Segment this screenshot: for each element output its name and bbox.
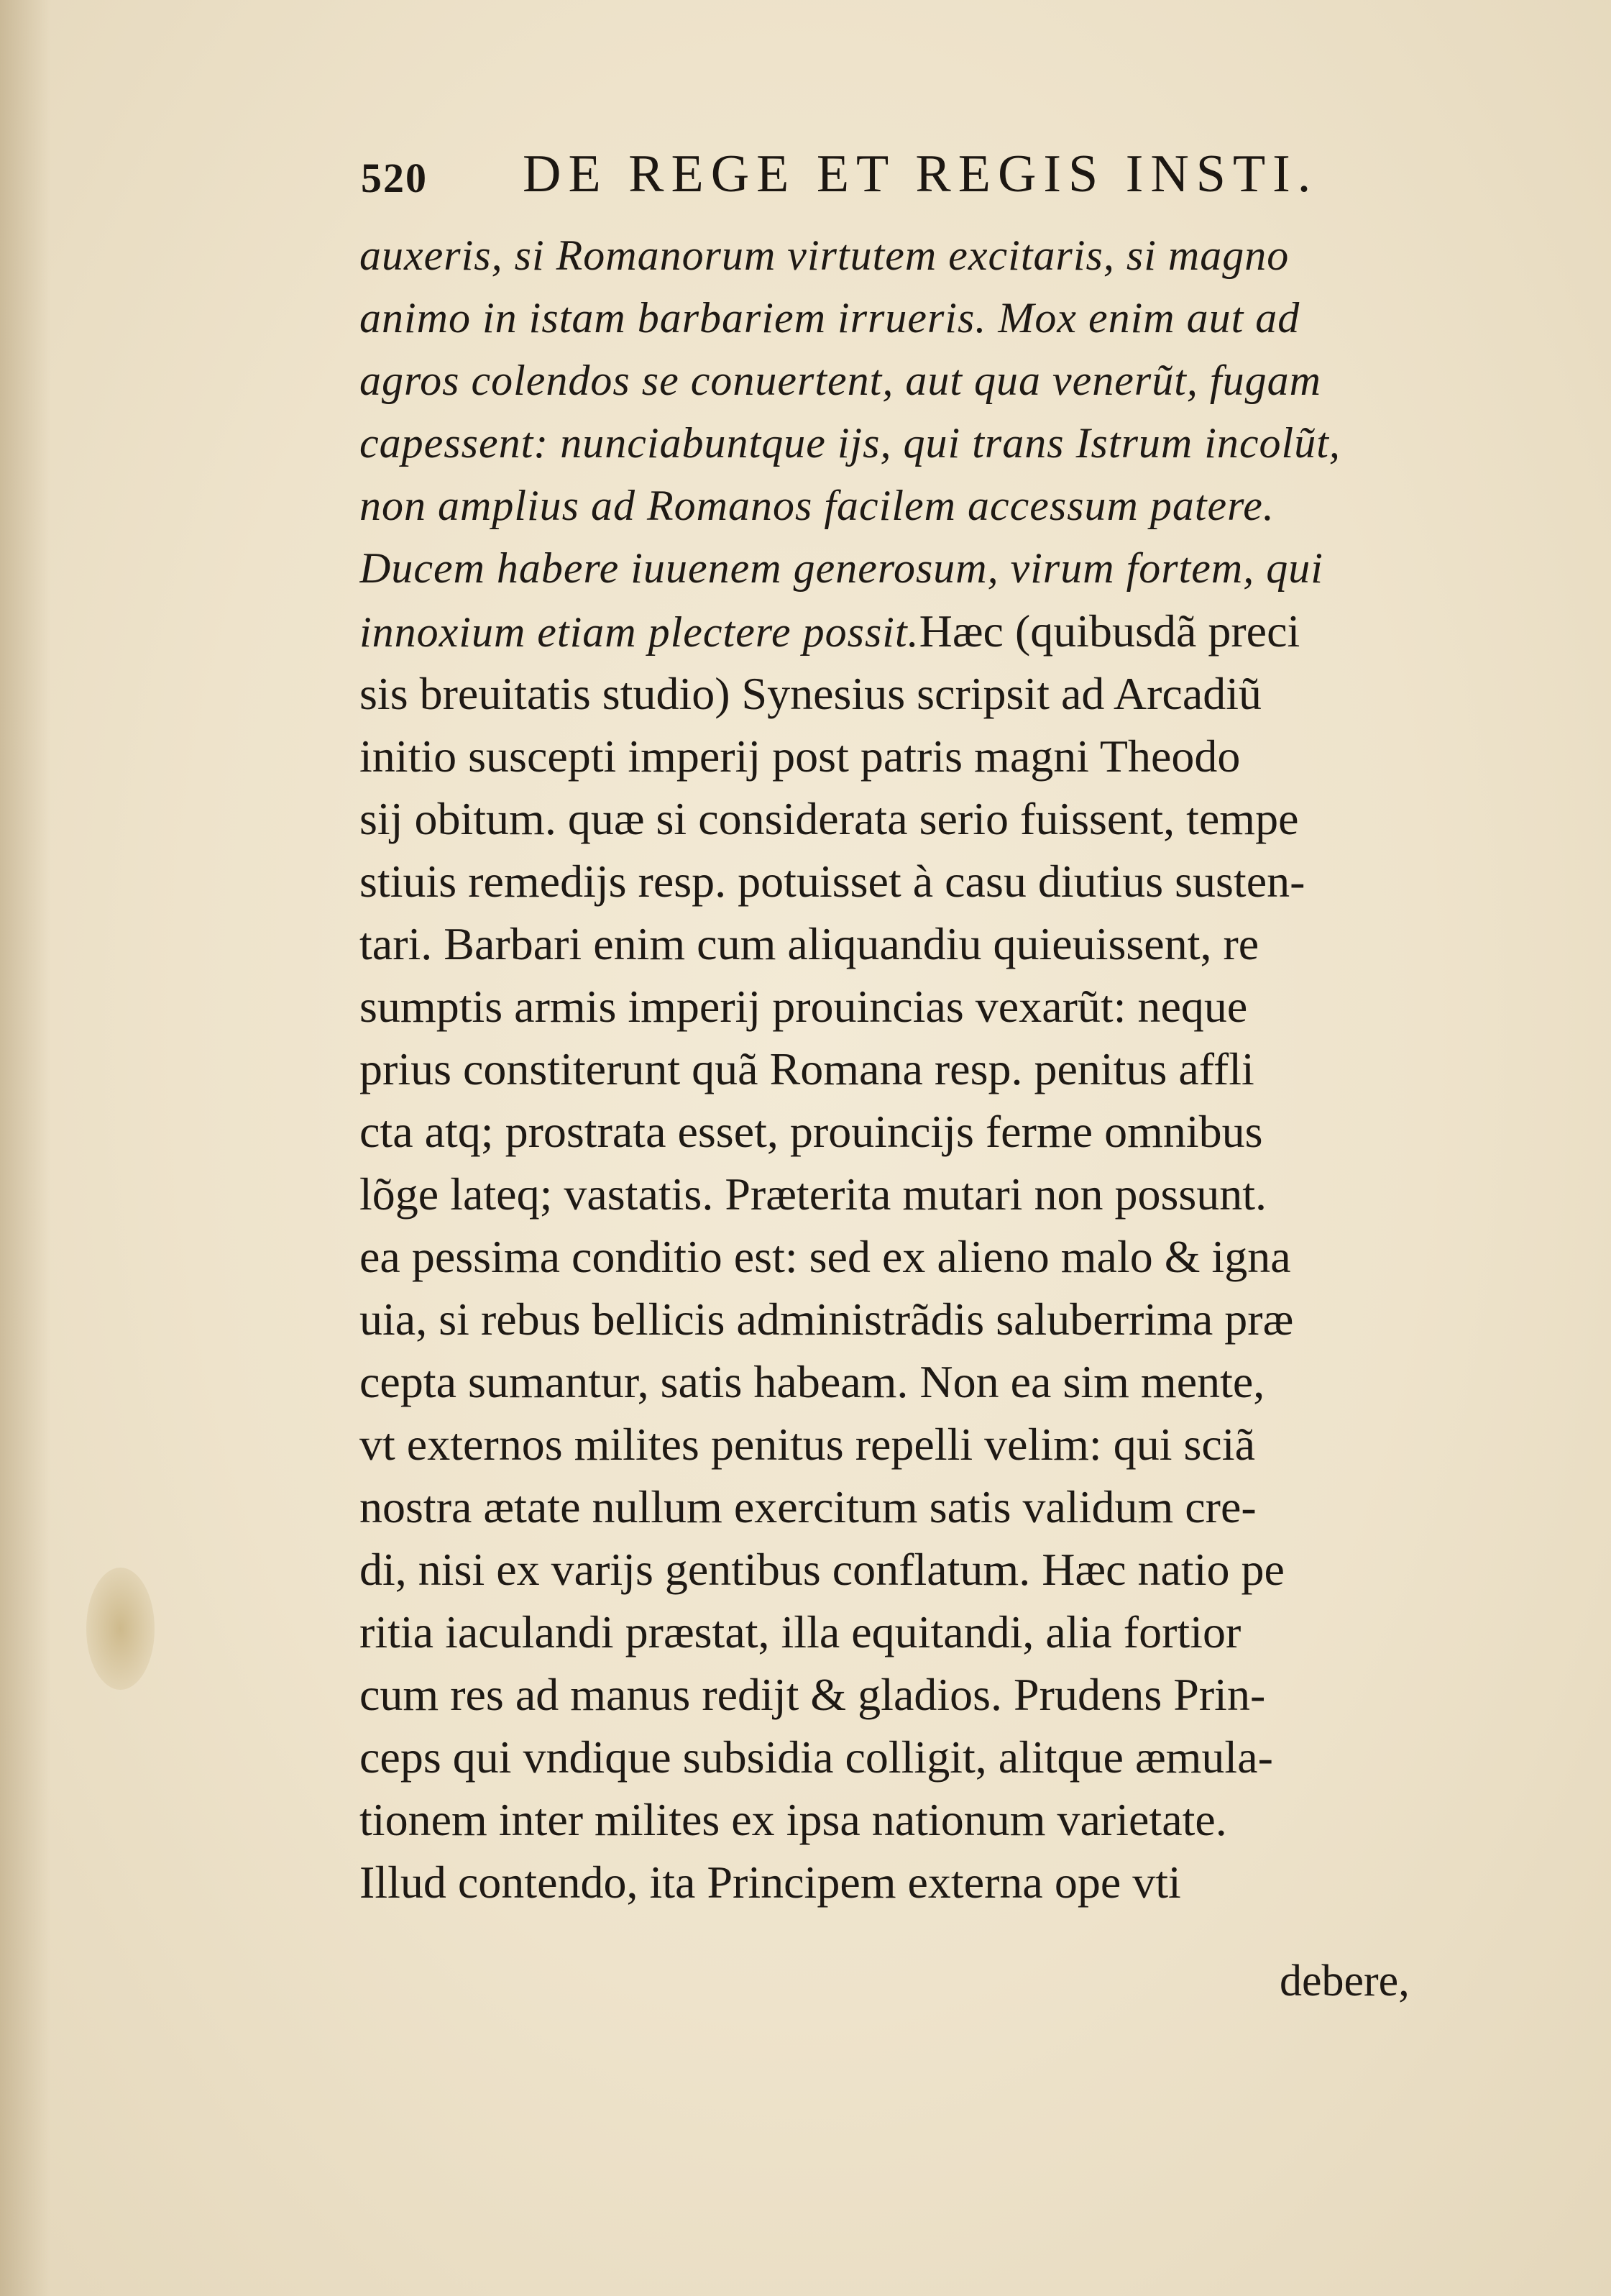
text-line: stiuis remedijs resp. potuisset à casu diutius susten- <box>359 856 1305 907</box>
page-header <box>361 144 1482 209</box>
text-line: agros colendos se conuertent, aut qua venerũt, fugam <box>359 357 1321 404</box>
text-line: cta atq; prostrata esset, prouincijs ferme omnibus <box>359 1106 1263 1157</box>
text-line: sis breuitatis studio) Synesius scripsit ad Arcadiũ <box>359 668 1262 719</box>
paper-stain <box>86 1568 155 1690</box>
text-line: uia, si rebus bellicis administrãdis saluberrima præ <box>359 1294 1294 1345</box>
text-line: animo in istam barbariem irrueris. Mox enim aut ad <box>359 294 1300 342</box>
page-edge-shadow <box>0 0 50 2296</box>
text-line: Illud contendo, ita Principem externa ope vti <box>359 1857 1181 1908</box>
text-line: ritia iaculandi præstat, illa equitandi, alia fortior <box>359 1606 1241 1657</box>
text-line: initio suscepti imperij post patris magni Theodo <box>359 731 1241 782</box>
text-line: Ducem habere iuuenem generosum, virum fortem, qui <box>359 544 1323 592</box>
text-line: prius constiterunt quã Romana resp. penitus affli <box>359 1043 1254 1094</box>
text-line: tionem inter milites ex ipsa nationum varietate. <box>359 1794 1227 1845</box>
text-line: auxeris, si Romanorum virtutem excitaris, si magno <box>359 232 1290 279</box>
catchword: debere, <box>1280 1957 1410 2005</box>
text-line: lõge lateq; vastatis. Præterita mutari non possunt. <box>359 1168 1267 1220</box>
text-line-mixed <box>359 600 1481 662</box>
text-line: cum res ad manus redijt & gladios. Prudens Prin- <box>359 1669 1266 1720</box>
text-line: nostra ætate nullum exercitum satis validum cre- <box>359 1481 1257 1532</box>
text-line: vt externos milites penitus repelli velim: qui sciã <box>359 1419 1255 1470</box>
text-line: di, nisi ex varijs gentibus conflatum. Hæc natio pe <box>359 1544 1285 1595</box>
text-line: ea pessima conditio est: sed ex alieno malo & igna <box>359 1231 1291 1282</box>
text-line: ceps qui vndique subsidia colligit, alitque æmula- <box>359 1732 1273 1783</box>
roman-fragment: Hæc (quibusdã preci <box>919 605 1300 657</box>
text-line: sij obitum. quæ si considerata serio fuissent, tempe <box>359 793 1299 844</box>
page-number: 520 <box>361 155 428 201</box>
text-line: tari. Barbari enim cum aliquandiu quieuissent, re <box>359 918 1259 969</box>
text-line: capessent: nunciabuntque ijs, qui trans Istrum incolũt, <box>359 419 1341 467</box>
text-line: cepta sumantur, satis habeam. Non ea sim mente, <box>359 1356 1265 1407</box>
body-text <box>359 224 1481 1913</box>
text-line: non amplius ad Romanos facilem accessum patere. <box>359 482 1275 529</box>
text-line: sumptis armis imperij prouincias vexarũt: neque <box>359 981 1248 1032</box>
italic-fragment: innoxium etiam plectere possit. <box>359 608 919 656</box>
running-title: DE REGE ET REGIS INSTI. <box>523 145 1318 203</box>
